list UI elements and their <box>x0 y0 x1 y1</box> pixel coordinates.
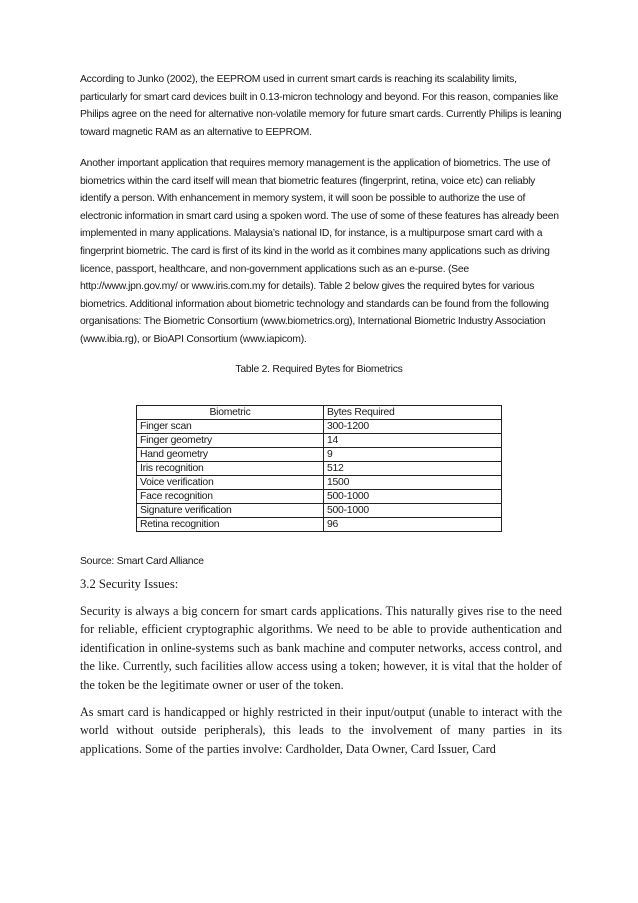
bytes-cell: 14 <box>324 434 502 448</box>
table-caption: Table 2. Required Bytes for Biometrics <box>235 364 403 375</box>
section-heading: 3.2 Security Issues: <box>80 577 179 591</box>
paragraph-eeprom: According to Junko (2002), the EEPROM used in current smart cards is reaching its scalability limits, particularly for smart card devices built in 0.13-micron technology and beyond. For this reason, companies like Philips agree on the need for alternative non-volatile memory for future smart cards. Currently Philips is leaning toward magnetic RAM as an alternative to EEPROM. <box>80 74 562 138</box>
column-header-biometric: Biometric <box>137 406 324 420</box>
table-header-row <box>137 406 502 420</box>
table-row <box>137 434 502 448</box>
paragraph-biometrics: Another important application that requires memory management is the application of biometrics. The use of biometrics within the card itself will mean that biometric features (fingerprint, retina, voice etc) can reliably identify a person. With enhancement in memory system, it will soon be possible to authorize the use of electronic information in smart card using a spoken word. The use of some of these features has already been implemented in many applications. Malaysia’s national ID, for instance, is a multipurpose smart card with a fingerprint biometric. The card is first of its kind in the world as it combines many applications such as driving licence, passport, healthcare, and non-government applications such as an e-purse. (See http://www.jpn.gov.my/ or www.iris.com.my for details). Table 2 below gives the required bytes for various biometrics. Additional information about biometric technology and standards can be found from the following organisations: The Biometric Consortium (www.biometrics.org), International Biometric Industry Association (www.ibia.rg), or BioAPI Consortium (www.iapicom). <box>80 158 559 345</box>
table-row <box>137 420 502 434</box>
paragraph-security: Security is always a big concern for smart cards applications. This naturally gives rise to the need for reliable, efficient cryptographic algorithms. We need to be able to provide authentication and identification in online-systems such as bank machine and computer networks, access control, and the like. Currently, such facilities allow access using a token; however, it is vital that the holder of the token be the legitimate owner or user of the token. <box>80 604 562 692</box>
biometric-cell: Iris recognition <box>137 462 324 476</box>
table-row <box>137 448 502 462</box>
table-row <box>137 518 502 532</box>
table-row <box>137 504 502 518</box>
bytes-cell: 9 <box>324 448 502 462</box>
biometric-cell: Signature verification <box>137 504 324 518</box>
table-row <box>137 490 502 504</box>
bytes-cell: 500-1000 <box>324 490 502 504</box>
bytes-cell: 1500 <box>324 476 502 490</box>
biometric-cell: Voice verification <box>137 476 324 490</box>
table-row <box>137 476 502 490</box>
bytes-cell: 500-1000 <box>324 504 502 518</box>
column-header-bytes: Bytes Required <box>324 406 502 420</box>
bytes-cell: 300-1200 <box>324 420 502 434</box>
biometric-cell: Hand geometry <box>137 448 324 462</box>
biometrics-table <box>136 405 502 532</box>
table-row <box>137 462 502 476</box>
biometric-cell: Retina recognition <box>137 518 324 532</box>
bytes-cell: 96 <box>324 518 502 532</box>
biometric-cell: Finger scan <box>137 420 324 434</box>
bytes-cell: 512 <box>324 462 502 476</box>
biometric-cell: Face recognition <box>137 490 324 504</box>
table-source: Source: Smart Card Alliance <box>80 556 204 567</box>
paragraph-parties: As smart card is handicapped or highly restricted in their input/output (unable to interact with the world without outside peripherals), this leads to the involvement of many parties in its applications. Some of the parties involve: Cardholder, Data Owner, Card Issuer, Card <box>80 705 562 756</box>
biometric-cell: Finger geometry <box>137 434 324 448</box>
